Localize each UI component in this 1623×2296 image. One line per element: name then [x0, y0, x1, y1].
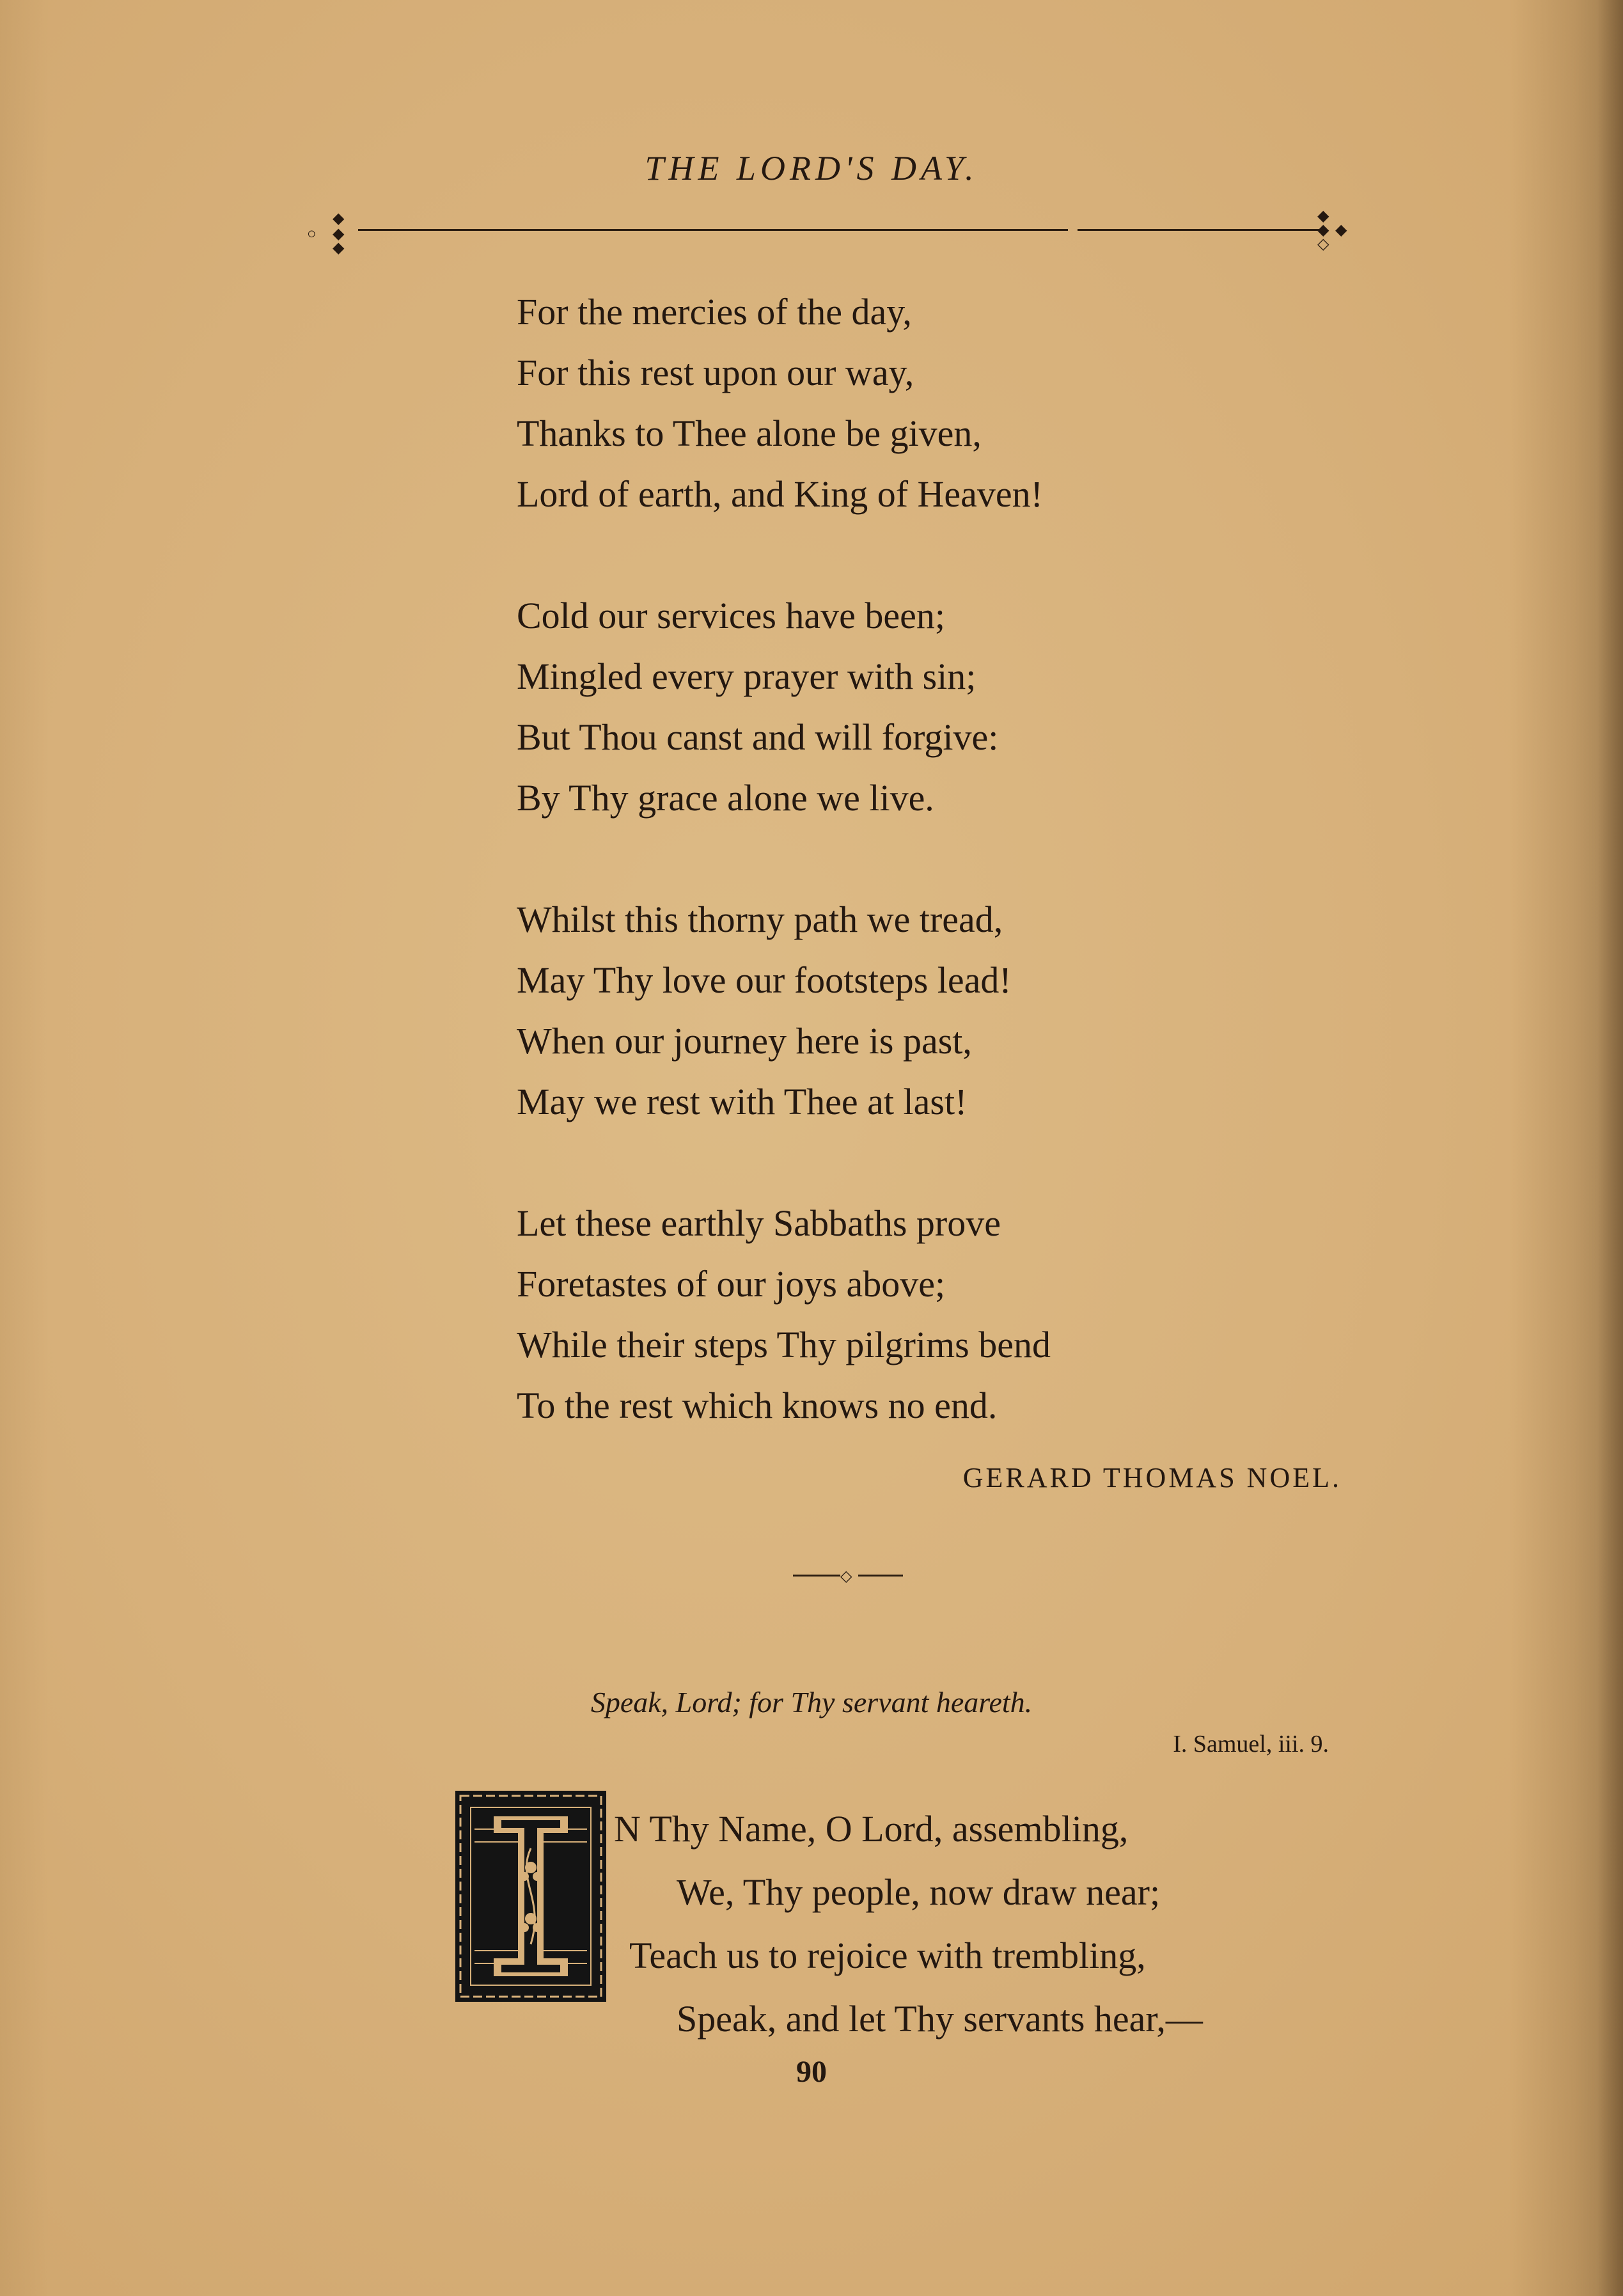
poem-line: Cold our services have been; [517, 595, 946, 636]
stanza [517, 889, 1348, 1132]
poem-line: To the rest which knows no end. [517, 1385, 998, 1426]
epigraph: Speak, Lord; for Thy servant heareth. [590, 1686, 1033, 1718]
poem-line: For this rest upon our way, [517, 352, 914, 393]
rule-line [358, 229, 1068, 231]
poem-line: N Thy Name, O Lord, assembling, [614, 1808, 1129, 1850]
poem-line: Speak, and let Thy servants hear,— [677, 1998, 1203, 2040]
poem-line: While their steps Thy pilgrims bend [517, 1324, 1051, 1365]
poem-line: Let these earthly Sabbaths prove [517, 1202, 1001, 1244]
section-divider [793, 1566, 902, 1585]
diamond-ornament-icon: ◇ [1317, 236, 1329, 253]
scripture-citation: I. Samuel, iii. 9. [1173, 1731, 1329, 1757]
hymn-poem [517, 281, 1348, 1436]
decorated-drop-cap [455, 1791, 606, 2002]
poem-line: Foretastes of our joys above; [517, 1263, 946, 1305]
page-number: 90 [796, 2055, 827, 2089]
poem-line: May Thy love our footsteps lead! [517, 959, 1012, 1001]
poem-line: We, Thy people, now draw near; [677, 1871, 1161, 1913]
diamond-ornament-icon: ◇ [840, 1568, 852, 1585]
poem-line: When our journey here is past, [517, 1020, 972, 1062]
poem-line: For the mercies of the day, [517, 291, 912, 333]
stanza [517, 1193, 1348, 1436]
diamond-ornament-icon: ◆ [1335, 222, 1347, 239]
stanza [517, 585, 1348, 828]
divider-line [858, 1575, 903, 1577]
poem-line: May we rest with Thee at last! [517, 1081, 968, 1122]
circle-ornament-icon: ○ [307, 226, 317, 242]
author-attribution: GERARD THOMAS NOEL. [962, 1462, 1342, 1493]
stanza [517, 281, 1348, 524]
poem-line: Whilst this thorny path we tread, [517, 899, 1003, 940]
running-title: THE LORD'S DAY. [645, 149, 978, 187]
next-hymn-opening [614, 1797, 1349, 2050]
diamond-ornament-icon: ◆ [333, 226, 345, 242]
poem-line: Thanks to Thee alone be given, [517, 413, 982, 454]
poem-line: Lord of earth, and King of Heaven! [517, 473, 1043, 515]
diamond-ornament-icon: ◆ [1317, 208, 1329, 224]
diamond-ornament-icon: ◆ [333, 210, 345, 227]
poem-line: By Thy grace alone we live. [517, 777, 934, 819]
diamond-ornament-icon: ◆ [333, 240, 345, 256]
poem-line: But Thou canst and will forgive: [517, 716, 999, 758]
poem-line: Mingled every prayer with sin; [517, 656, 976, 697]
poem-line: Teach us to rejoice with trembling, [629, 1935, 1146, 1976]
header-ornamental-rule [301, 203, 1375, 255]
divider-line [793, 1575, 840, 1577]
page-edge-shadow [1597, 0, 1623, 2296]
diamond-ornament-icon: ◆ [1317, 222, 1329, 239]
rule-line [1078, 229, 1327, 231]
